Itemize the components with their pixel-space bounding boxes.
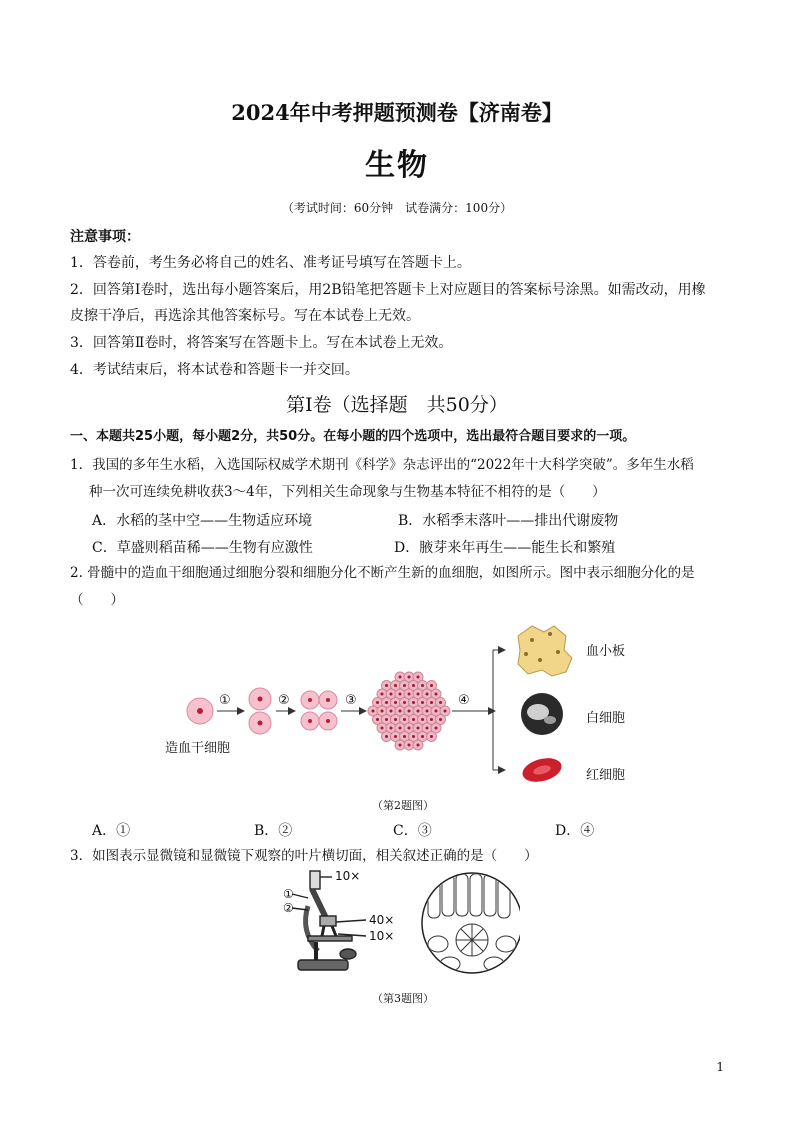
red-cell-label: 红细胞	[586, 768, 626, 783]
cluster-cell-nucleus	[444, 710, 447, 713]
red-cell-image	[520, 754, 564, 786]
cells-two	[249, 688, 271, 734]
cluster-cell-nucleus	[421, 718, 424, 721]
cluster-cell-nucleus	[435, 710, 438, 713]
section-title: 第Ⅰ卷（选择题 共50分）	[286, 394, 508, 416]
cluster-cell-nucleus	[390, 693, 393, 696]
cluster-cell-nucleus	[412, 735, 415, 738]
cluster-cell-nucleus	[376, 701, 379, 704]
objective-low-label: 10×	[369, 929, 395, 943]
step-4-label: ④	[458, 693, 470, 708]
platelets-image	[518, 626, 572, 676]
step-2-label: ②	[278, 693, 290, 708]
note-item-2-cont: 皮擦干净后，再选涂其他答案标号。写在本试卷上无效。	[70, 308, 420, 324]
white-cell-label: 白细胞	[586, 711, 626, 726]
cluster-cell-nucleus	[430, 701, 433, 704]
cluster-cell-nucleus	[412, 684, 415, 687]
cluster-cell-nucleus	[385, 701, 388, 704]
note-item-1: 1．答卷前，考生务必将自己的姓名、准考证号填写在答题卡上。	[70, 255, 471, 271]
cluster-cell-nucleus	[439, 718, 442, 721]
paper-title: 2024年中考押题预测卷【济南卷】	[231, 100, 563, 125]
objective-high-label: 40×	[369, 913, 395, 927]
cluster-cell-nucleus	[412, 701, 415, 704]
cluster-cell-nucleus	[394, 735, 397, 738]
q1-option-c: C．草盛则稻苗稀——生物有应激性	[92, 540, 313, 556]
eyepiece-label: 10×	[335, 869, 361, 883]
cluster-cell-nucleus	[408, 727, 411, 730]
cluster-cell-nucleus	[399, 727, 402, 730]
cluster-cell-nucleus	[403, 701, 406, 704]
step-1-label: ①	[219, 693, 231, 708]
cluster-cell-nucleus	[403, 718, 406, 721]
cluster-cell-nucleus	[430, 718, 433, 721]
cluster-cell-nucleus	[376, 718, 379, 721]
cluster-cell-nucleus	[399, 710, 402, 713]
q3-stem-1: 3．如图表示显微镜和显微镜下观察的叶片横切面，相关叙述正确的是（ ）	[70, 848, 538, 864]
q1-option-a: A．水稻的茎中空——生物适应环境	[92, 513, 313, 529]
part-instruction: 一、本题共25小题，每小题2分，共50分。在每小题的四个选项中，选出最符合题目要求的一项。	[70, 429, 636, 444]
note-item-3: 3．回答第Ⅱ卷时，将答案写在答题卡上。写在本试卷上无效。	[70, 335, 453, 351]
stem-cell-label: 造血干细胞	[165, 741, 231, 756]
cluster-cell-nucleus	[381, 693, 384, 696]
cluster-cell-nucleus	[381, 727, 384, 730]
cluster-cell-nucleus	[394, 701, 397, 704]
cluster-cell-nucleus	[435, 727, 438, 730]
note-item-2: 2．回答第Ⅰ卷时，选出每小题答案后，用2B铅笔把答题卡上对应题目的答案标号涂黑。如需改动，用橡	[70, 282, 706, 298]
cluster-cell-nucleus	[390, 727, 393, 730]
q3-figure	[280, 868, 520, 983]
note-item-4: 4．考试结束后，将本试卷和答题卡一并交回。	[70, 362, 359, 378]
cluster-cell-nucleus	[426, 693, 429, 696]
cluster-cell-nucleus	[385, 735, 388, 738]
cluster-cell-nucleus	[412, 718, 415, 721]
step-3-label: ③	[345, 693, 357, 708]
q1-option-d: D．腋芽来年再生——能生长和繁殖	[394, 540, 616, 556]
exam-info: （考试时间：60分钟 试卷满分：100分）	[281, 201, 513, 215]
q1-option-b: B．水稻季末落叶——排出代谢废物	[398, 513, 619, 529]
platelet-label: 血小板	[586, 644, 626, 659]
cluster-cell-nucleus	[394, 718, 397, 721]
cluster-cell-nucleus	[399, 693, 402, 696]
microscope-image	[292, 871, 366, 970]
cells-four	[301, 691, 337, 730]
cluster-cell-nucleus	[408, 744, 411, 747]
cluster-cell-nucleus	[421, 684, 424, 687]
q2-option-a: A．①	[92, 823, 131, 839]
page-number: 1	[716, 1060, 724, 1074]
cluster-cell-nucleus	[408, 693, 411, 696]
cluster-cell-nucleus	[417, 693, 420, 696]
q3-caption: （第3题图）	[372, 992, 434, 1005]
cluster-cell-nucleus	[421, 735, 424, 738]
microscope-part-2-label: ②	[283, 901, 294, 915]
cluster-cell-nucleus	[430, 684, 433, 687]
cluster-cell-nucleus	[426, 727, 429, 730]
stem-cell	[187, 698, 213, 724]
cluster-cell-nucleus	[408, 676, 411, 679]
cluster-cell-nucleus	[430, 735, 433, 738]
cell-cluster	[368, 672, 450, 750]
cluster-cell-nucleus	[426, 710, 429, 713]
cluster-cell-nucleus	[399, 744, 402, 747]
q2-figure	[160, 608, 660, 793]
notes-heading: 注意事项：	[70, 229, 140, 245]
cluster-cell-nucleus	[421, 701, 424, 704]
cluster-cell-nucleus	[435, 693, 438, 696]
microscope-part-1-label: ①	[283, 887, 294, 901]
cluster-cell-nucleus	[394, 684, 397, 687]
cluster-cell-nucleus	[385, 718, 388, 721]
q2-option-b: B．②	[254, 823, 293, 839]
cluster-cell-nucleus	[408, 710, 411, 713]
cluster-cell-nucleus	[399, 676, 402, 679]
leaf-section-image	[422, 873, 520, 973]
cluster-cell-nucleus	[417, 676, 420, 679]
cluster-cell-nucleus	[385, 684, 388, 687]
white-cell-image	[521, 693, 563, 735]
q2-option-c: C．③	[393, 823, 432, 839]
q2-caption: （第2题图）	[372, 799, 434, 812]
cluster-cell-nucleus	[417, 710, 420, 713]
cluster-cell-nucleus	[372, 710, 375, 713]
q2-stem-2: （ ）	[70, 592, 124, 608]
q2-stem-1: 2. 骨髓中的造血干细胞通过细胞分裂和细胞分化不断产生新的血细胞，如图所示。图中表示细胞分化的是	[70, 565, 695, 581]
cluster-cell-nucleus	[390, 710, 393, 713]
cluster-cell-nucleus	[439, 701, 442, 704]
subject-title: 生物	[365, 148, 429, 183]
cluster-cell-nucleus	[381, 710, 384, 713]
cluster-cell-nucleus	[403, 684, 406, 687]
q1-stem-2: 种一次可连续免耕收获3～4年，下列相关生命现象与生物基本特征不相符的是（ ）	[89, 484, 606, 500]
q2-option-d: D．④	[555, 823, 595, 839]
cluster-cell-nucleus	[403, 735, 406, 738]
cluster-cell-nucleus	[417, 727, 420, 730]
q1-stem-1: 1．我国的多年生水稻，入选国际权威学术期刊《科学》杂志评出的“2022年十大科学突破”。多年生水稻	[70, 457, 694, 473]
cluster-cell-nucleus	[417, 744, 420, 747]
